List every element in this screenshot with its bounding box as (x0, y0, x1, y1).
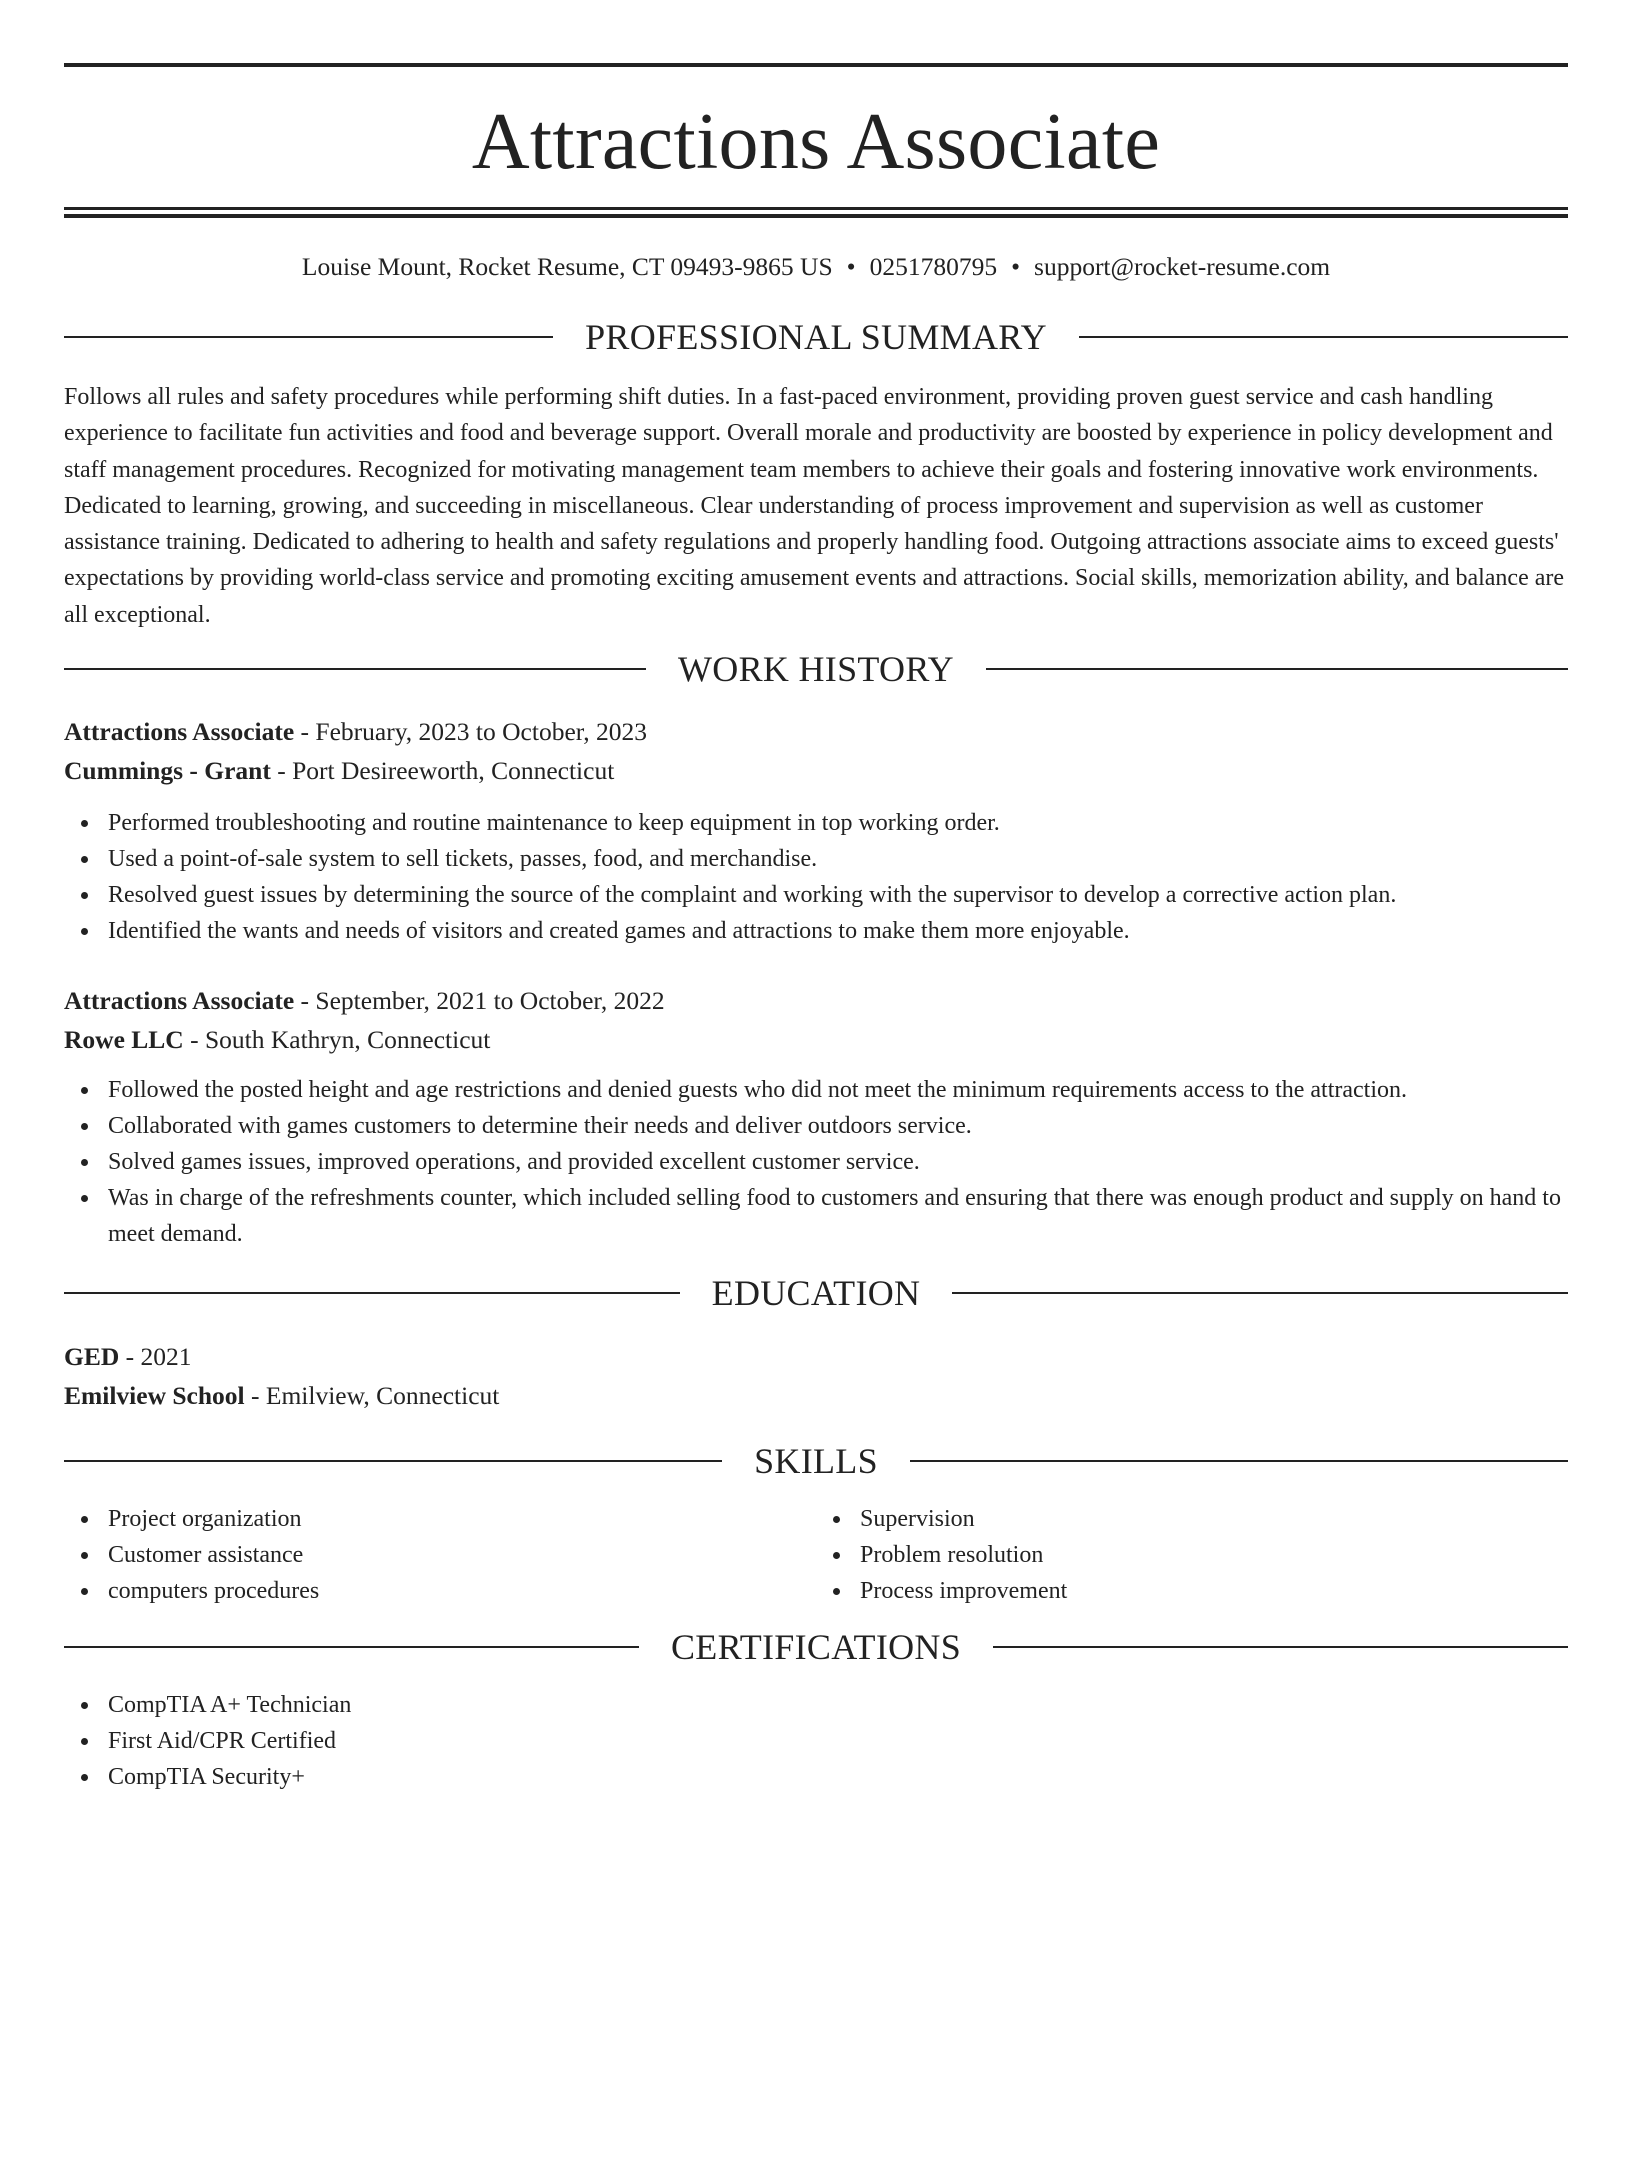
job-employer: Rowe LLC (64, 1025, 184, 1055)
job-employer-line (64, 1020, 1568, 1059)
contact-separator: • (1011, 252, 1021, 281)
heading-rule (986, 668, 1568, 670)
summary-text: Follows all rules and safety procedures while performing shift duties. In a fast-paced environment, providing proven guest service and cash handling experience to facilitate fun activities and food and beverage support. Overall morale and productivity are boosted by experience in policy development and staff management procedures. Recognized for motivating management team members to achieve their goals and fostering innovative work environments. Dedicated to learning, growing, and succeeding in miscellaneous. Clear understanding of process improvement and supervision as well as customer assistance training. Dedicated to adhering to health and safety regulations and properly handling food. Outgoing attractions associate aims to exceed guests' expectations by providing world-class service and promoting exciting amusement events and attractions. Social skills, memorization ability, and balance are all exceptional. (64, 384, 1565, 628)
certification-item: CompTIA Security+ (108, 1759, 1568, 1795)
work-section-heading (64, 649, 1568, 689)
education-entry (64, 1337, 1568, 1415)
skills-column-left (64, 1501, 816, 1609)
resume-title: Attractions Associate (471, 98, 1161, 186)
skills-column-right (816, 1501, 1568, 1609)
education-degree-line (64, 1337, 1568, 1376)
skill-item: Supervision (860, 1501, 1568, 1537)
skill-item: Problem resolution (860, 1537, 1568, 1573)
job-bullets (64, 1072, 1568, 1252)
job-employer-line (64, 751, 1568, 790)
job-title-line (64, 981, 1568, 1020)
job-bullet: Identified the wants and needs of visitors and created games and attractions to make them more enjoyable. (108, 913, 1568, 949)
heading-rule (64, 1646, 639, 1648)
job-location: - South Kathryn, Connecticut (183, 1025, 491, 1055)
heading-rule (1079, 336, 1568, 338)
heading-rule (910, 1460, 1568, 1462)
summary-heading: PROFESSIONAL SUMMARY (585, 317, 1047, 357)
heading-rule (64, 336, 553, 338)
summary-section-heading (64, 317, 1568, 357)
skill-item: Process improvement (860, 1573, 1568, 1609)
job-employer: Cummings - Grant (64, 756, 271, 786)
heading-rule (993, 1646, 1568, 1648)
job-title: Attractions Associate (64, 986, 295, 1016)
contact-address: Louise Mount, Rocket Resume, CT 09493-9865 US (301, 252, 833, 281)
work-heading: WORK HISTORY (678, 649, 954, 690)
contact-phone: 0251780795 (869, 252, 998, 281)
resume-page (0, 63, 1632, 2175)
certifications-heading: CERTIFICATIONS (670, 1627, 962, 1668)
skill-item: Customer assistance (108, 1537, 816, 1573)
contact-separator: • (846, 252, 856, 281)
certifications-list (64, 1687, 1568, 1795)
job-bullet: Was in charge of the refreshments counter, which included selling food to customers and ensuring that there was enough product and supply on hand to meet demand. (108, 1180, 1568, 1252)
certification-item: First Aid/CPR Certified (108, 1723, 1568, 1759)
heading-rule (64, 1292, 680, 1294)
job-title: Attractions Associate (64, 717, 295, 747)
education-degree: GED (64, 1342, 120, 1372)
skills-section-heading (64, 1441, 1568, 1481)
contact-line (64, 252, 1568, 282)
skill-item: computers procedures (108, 1573, 816, 1609)
job-title-line (64, 712, 1568, 751)
job-bullet: Used a point-of-sale system to sell tickets, passes, food, and merchandise. (108, 841, 1568, 877)
job-entry (64, 712, 1568, 949)
job-entry (64, 981, 1568, 1252)
job-bullets (64, 805, 1568, 949)
job-dates: - February, 2023 to October, 2023 (294, 717, 648, 747)
heading-rule (64, 668, 646, 670)
skill-item: Project organization (108, 1501, 816, 1537)
education-location: - Emilview, Connecticut (244, 1381, 500, 1411)
job-bullet: Performed troubleshooting and routine maintenance to keep equipment in top working order. (108, 805, 1568, 841)
certifications-section-heading (64, 1627, 1568, 1667)
job-bullet: Collaborated with games customers to determine their needs and deliver outdoors service. (108, 1108, 1568, 1144)
job-dates: - September, 2021 to October, 2022 (294, 986, 665, 1016)
job-bullet: Solved games issues, improved operations, and provided excellent customer service. (108, 1144, 1568, 1180)
education-school-line (64, 1376, 1568, 1415)
education-school: Emilview School (64, 1381, 245, 1411)
education-section-heading (64, 1273, 1568, 1313)
top-rule (64, 63, 1568, 67)
job-bullet: Followed the posted height and age restrictions and denied guests who did not meet the minimum requirements access to the attraction. (108, 1072, 1568, 1108)
title-double-rule (64, 207, 1568, 218)
skills-grid (64, 1501, 1568, 1609)
skills-heading: SKILLS (754, 1441, 878, 1482)
education-year: - 2021 (119, 1342, 192, 1372)
heading-rule (952, 1292, 1568, 1294)
certification-item: CompTIA A+ Technician (108, 1687, 1568, 1723)
education-heading: EDUCATION (711, 1273, 921, 1314)
job-bullet: Resolved guest issues by determining the source of the complaint and working with the supervisor to develop a corrective action plan. (108, 877, 1568, 913)
job-location: - Port Desireeworth, Connecticut (270, 756, 615, 786)
contact-email: support@rocket-resume.com (1034, 252, 1331, 281)
heading-rule (64, 1460, 722, 1462)
